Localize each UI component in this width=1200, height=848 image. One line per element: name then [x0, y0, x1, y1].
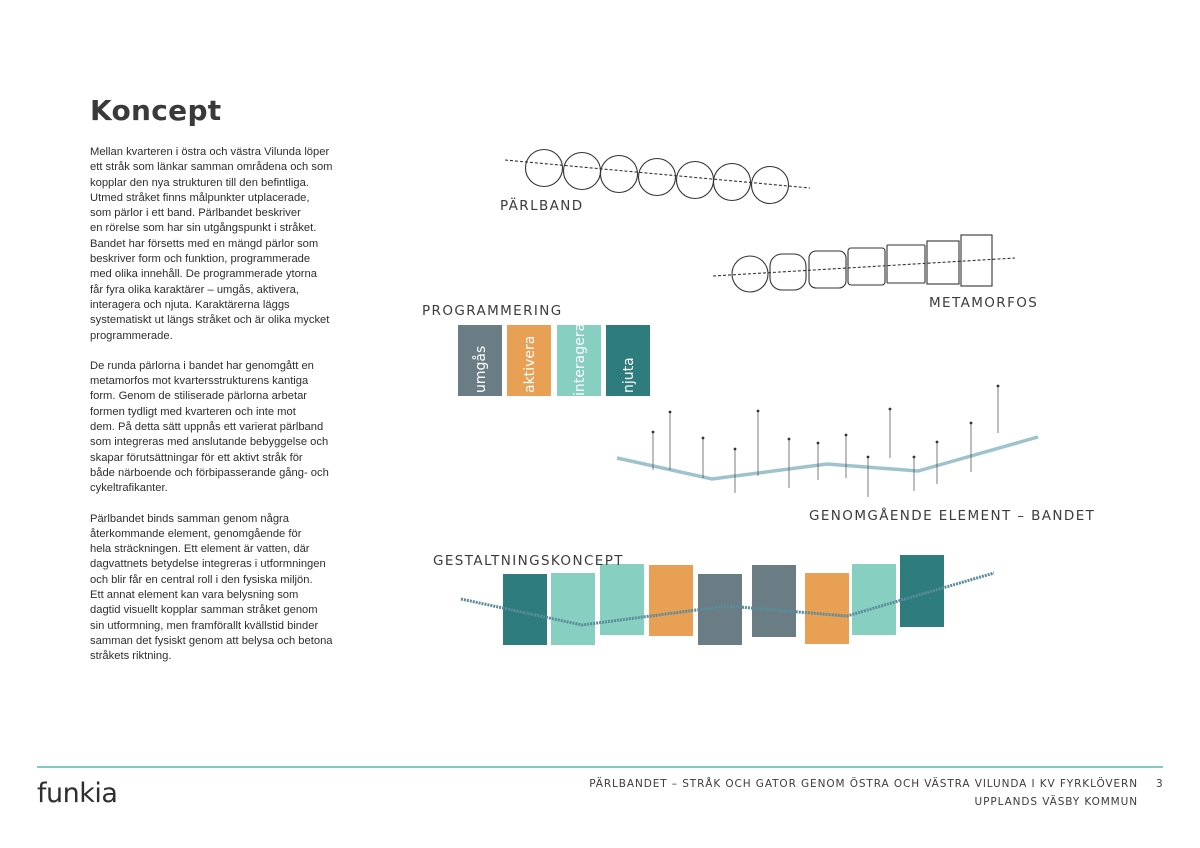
metamorfos-diagram: [713, 235, 1015, 292]
bandet-diagram: [617, 385, 1038, 497]
footer-divider: [37, 766, 1163, 768]
concept-block: [600, 564, 644, 635]
paragraph-2: De runda pärlorna i bandet har genomgått en metamorfos mot kvartersstrukturens kantiga form. Genom de stiliserade pärlorna arbetar formen tydligt med kvarteren och inte mot dem. På detta sätt uppnås ett varierat pärlband som integreras med anslutande bebyggelse och skapar förutsättningar för ett aktivt stråk för både närboende och förbipasserande gång- och cykeltrafikanter.: [90, 359, 329, 495]
label-umgas: umgås: [473, 345, 489, 393]
morph-shape: [961, 235, 992, 286]
pearl: [564, 153, 601, 190]
label-metamorfos: METAMORFOS: [929, 295, 1039, 311]
concept-block: [852, 564, 896, 635]
metamorfos-axis: [713, 258, 1015, 276]
label-parlband: PÄRLBAND: [500, 198, 584, 214]
pearl: [639, 159, 676, 196]
pearl: [752, 167, 789, 204]
band-line: [617, 437, 1038, 479]
parlband-axis: [505, 160, 810, 188]
pearl: [677, 162, 714, 199]
concept-block: [551, 573, 595, 645]
label-gestaltning: GESTALTNINGSKONCEPT: [433, 553, 624, 569]
concept-block: [649, 565, 693, 636]
light-poles: [653, 386, 998, 497]
page-number: 3: [1156, 778, 1163, 790]
programmering-boxes: [458, 323, 650, 396]
paragraph-1: Mellan kvarteren i östra och västra Vilunda löper ett stråk som länkar samman områdena och som kopplar den nya strukturen till den befintliga. Utmed stråket finns målpunkter utplacerade, som pärlor i ett band. Pärlbandet beskriver en rörelse som har sin utgångspunkt i stråket. Bandet har försetts med en mängd pärlor som beskriver form och funktion, programmerade med olika innehåll. De programmerade ytorna får fyra olika karaktärer – umgås, aktivera, interagera och njuta. Karaktärerna läggs systematiskt ut längs stråket och är olika mycket programmerade.: [90, 146, 333, 342]
label-aktivera: aktivera: [522, 335, 538, 393]
footer-project-title: PÄRLBANDET – STRÅK OCH GATOR GENOM ÖSTRA OCH VÄSTRA VILUNDA I KV FYRKLÖVERN: [589, 778, 1138, 790]
pearl: [601, 156, 638, 193]
paragraph-3: Pärlbandet binds samman genom några återkommande element, genomgående för hela sträckningen. Ett element är vatten, där dagvattnets betydelse integreras i utformningen och blir får en central roll i den fysiska miljön. Ett annat element kan vara belysning som dagtid visuellt kopplar samman stråket genom sin utformning, men framförallt kvällstid binder samman det fysiskt genom att belysa och betona stråkets riktning.: [90, 512, 333, 663]
parlband-diagram: [505, 150, 810, 204]
label-interagera: interagera: [572, 322, 588, 396]
light-tops: [652, 385, 1000, 459]
label-njuta: njuta: [621, 357, 637, 393]
footer-client: UPPLANDS VÄSBY KOMMUN: [974, 796, 1138, 808]
label-genomgaende: GENOMGÅENDE ELEMENT – BANDET: [809, 508, 1096, 524]
concept-block: [805, 573, 849, 644]
label-programmering: PROGRAMMERING: [422, 303, 563, 319]
concept-block: [752, 565, 796, 637]
funkia-logo: funkia: [37, 778, 118, 809]
page-title: Koncept: [90, 94, 222, 127]
pearl: [526, 150, 563, 187]
